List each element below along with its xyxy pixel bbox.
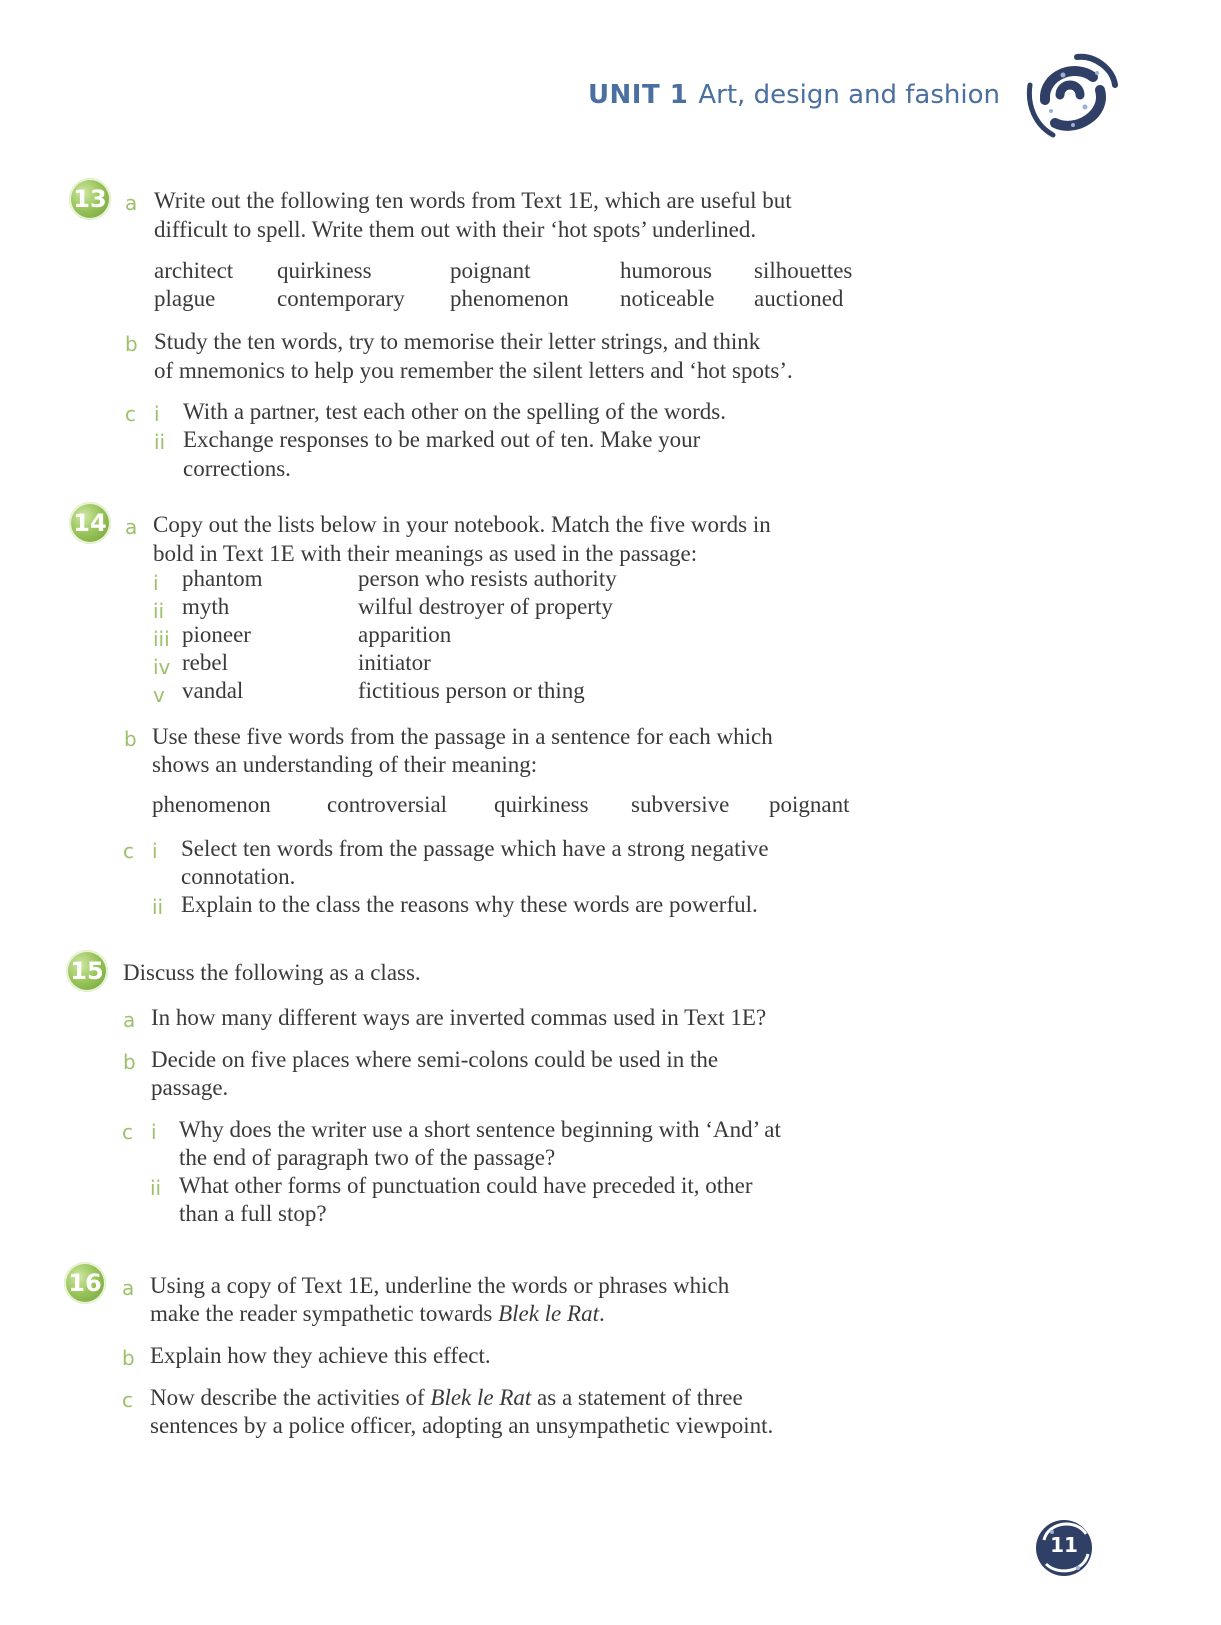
q14-list-meaning: person who resists authority (358, 566, 617, 591)
q14-c-ii-numeral: ii (152, 895, 164, 919)
q16-c-line2: sentences by a police officer, adopting an unsympathetic viewpoint. (150, 1413, 774, 1438)
q14-list-meaning: fictitious person or thing (358, 678, 585, 703)
q15-a-letter: a (123, 1008, 136, 1032)
q14-list-word: vandal (182, 678, 244, 703)
q14-list-word: myth (182, 594, 230, 619)
q16-a-line2-name: Blek le Rat (498, 1301, 599, 1326)
q14-list-numeral: iv (153, 655, 171, 679)
q13-word: architect (154, 258, 234, 283)
q16-c-line1-name: Blek le Rat (430, 1385, 532, 1410)
q14-c-ii-text: Explain to the class the reasons why these words are powerful. (181, 892, 758, 917)
q14-b-line2: shows an understanding of their meaning: (152, 752, 538, 777)
q15-c-ii-line2: than a full stop? (179, 1201, 327, 1226)
q13-c-ii-line1: Exchange responses to be marked out of ten. Make your (183, 427, 701, 452)
q13-c-i-numeral: i (154, 402, 160, 426)
question-14-badge: 14 (69, 502, 111, 544)
q14-list-numeral: iii (153, 627, 170, 651)
q13-a-letter: a (125, 191, 138, 215)
q14-b-word: controversial (327, 792, 448, 817)
q13-word: poignant (450, 258, 531, 283)
q14-b-word: subversive (631, 792, 730, 817)
question-16-badge: 16 (64, 1262, 106, 1304)
q13-b-letter: b (125, 332, 138, 356)
page-number-badge (1030, 1510, 1098, 1582)
q14-list-meaning: wilful destroyer of property (358, 594, 613, 619)
question-13-badge: 13 (69, 178, 111, 220)
q14-c-letter: c (123, 839, 134, 863)
q14-b-line1: Use these five words from the passage in a sentence for each which (152, 724, 773, 749)
q16-a-letter: a (122, 1276, 135, 1300)
q15-c-i-line1: Why does the writer use a short sentence beginning with ‘And’ at (179, 1117, 781, 1142)
q16-b-letter: b (122, 1346, 135, 1370)
q16-c-letter: c (122, 1388, 133, 1412)
q15-c-i-numeral: i (151, 1120, 157, 1144)
q13-word: plague (154, 286, 216, 311)
q16-a-line2-end: . (598, 1301, 605, 1326)
q13-c-letter: c (125, 402, 136, 426)
q13-c-i-text: With a partner, test each other on the spelling of the words. (183, 399, 726, 424)
q15-b-letter: b (123, 1050, 136, 1074)
q13-word: auctioned (754, 286, 844, 311)
q13-c-ii-numeral: ii (154, 430, 166, 454)
q15-b-line1: Decide on five places where semi-colons could be used in the (151, 1047, 719, 1072)
q16-c-line1-end: as a statement of three (531, 1385, 743, 1410)
q15-a-text: In how many different ways are inverted commas used in Text 1E? (151, 1005, 767, 1030)
q14-c-i-numeral: i (152, 839, 158, 863)
q14-b-word: phenomenon (152, 792, 271, 817)
swirl-logo-icon (1015, 45, 1125, 145)
q13-word: noticeable (620, 286, 715, 311)
q13-word: contemporary (277, 286, 405, 311)
q14-list-meaning: apparition (358, 622, 452, 647)
q16-a-line1: Using a copy of Text 1E, underline the words or phrases which (150, 1273, 730, 1298)
q14-list-word: phantom (182, 566, 263, 591)
q14-c-i-line1: Select ten words from the passage which have a strong negative (181, 836, 769, 861)
q13-b-line2: of mnemonics to help you remember the silent letters and ‘hot spots’. (154, 358, 793, 383)
q14-list-word: pioneer (182, 622, 251, 647)
q14-b-word: poignant (769, 792, 850, 817)
q15-intro: Discuss the following as a class. (123, 960, 421, 985)
q13-c-ii-line2: corrections. (183, 456, 291, 481)
q14-list-word: rebel (182, 650, 228, 675)
q14-b-word: quirkiness (494, 792, 589, 817)
q16-c-line1 (150, 1383, 743, 1412)
q15-b-line2: passage. (151, 1075, 229, 1100)
q13-word: quirkiness (277, 258, 372, 283)
unit-label: UNIT 1 (587, 80, 689, 110)
q13-a-line1: Write out the following ten words from Text 1E, which are useful but (154, 188, 792, 213)
q13-b-line1: Study the ten words, try to memorise their letter strings, and think (154, 329, 761, 354)
q14-a-line1: Copy out the lists below in your notebook. Match the five words in (153, 512, 771, 537)
q15-c-ii-line1: What other forms of punctuation could have preceded it, other (179, 1173, 753, 1198)
q15-c-letter: c (122, 1120, 133, 1144)
q13-word: phenomenon (450, 286, 569, 311)
q14-a-line2: bold in Text 1E with their meanings as used in the passage: (153, 541, 698, 566)
q13-a-line2: difficult to spell. Write them out with their ‘hot spots’ underlined. (154, 217, 757, 242)
q14-b-letter: b (124, 727, 137, 751)
q16-a-line2-text: make the reader sympathetic towards (150, 1301, 499, 1326)
q13-word: humorous (620, 258, 712, 283)
q15-c-i-line2: the end of paragraph two of the passage? (179, 1145, 556, 1170)
q16-a-line2 (150, 1299, 605, 1328)
q14-list-numeral: ii (153, 599, 165, 623)
page-number: 11 (1050, 1533, 1078, 1557)
q14-list-meaning: initiator (358, 650, 431, 675)
unit-title: Art, design and fashion (698, 80, 1000, 110)
q14-list-numeral: i (153, 571, 159, 595)
q14-list-numeral: v (153, 683, 165, 707)
q14-c-i-line2: connotation. (181, 864, 296, 889)
running-header (0, 80, 1000, 110)
q16-b-text: Explain how they achieve this effect. (150, 1343, 491, 1368)
question-15-badge: 15 (66, 950, 108, 992)
q13-word: silhouettes (754, 258, 853, 283)
q14-a-letter: a (125, 515, 138, 539)
q15-c-ii-numeral: ii (150, 1176, 162, 1200)
q16-c-line1-text: Now describe the activities of (150, 1385, 431, 1410)
